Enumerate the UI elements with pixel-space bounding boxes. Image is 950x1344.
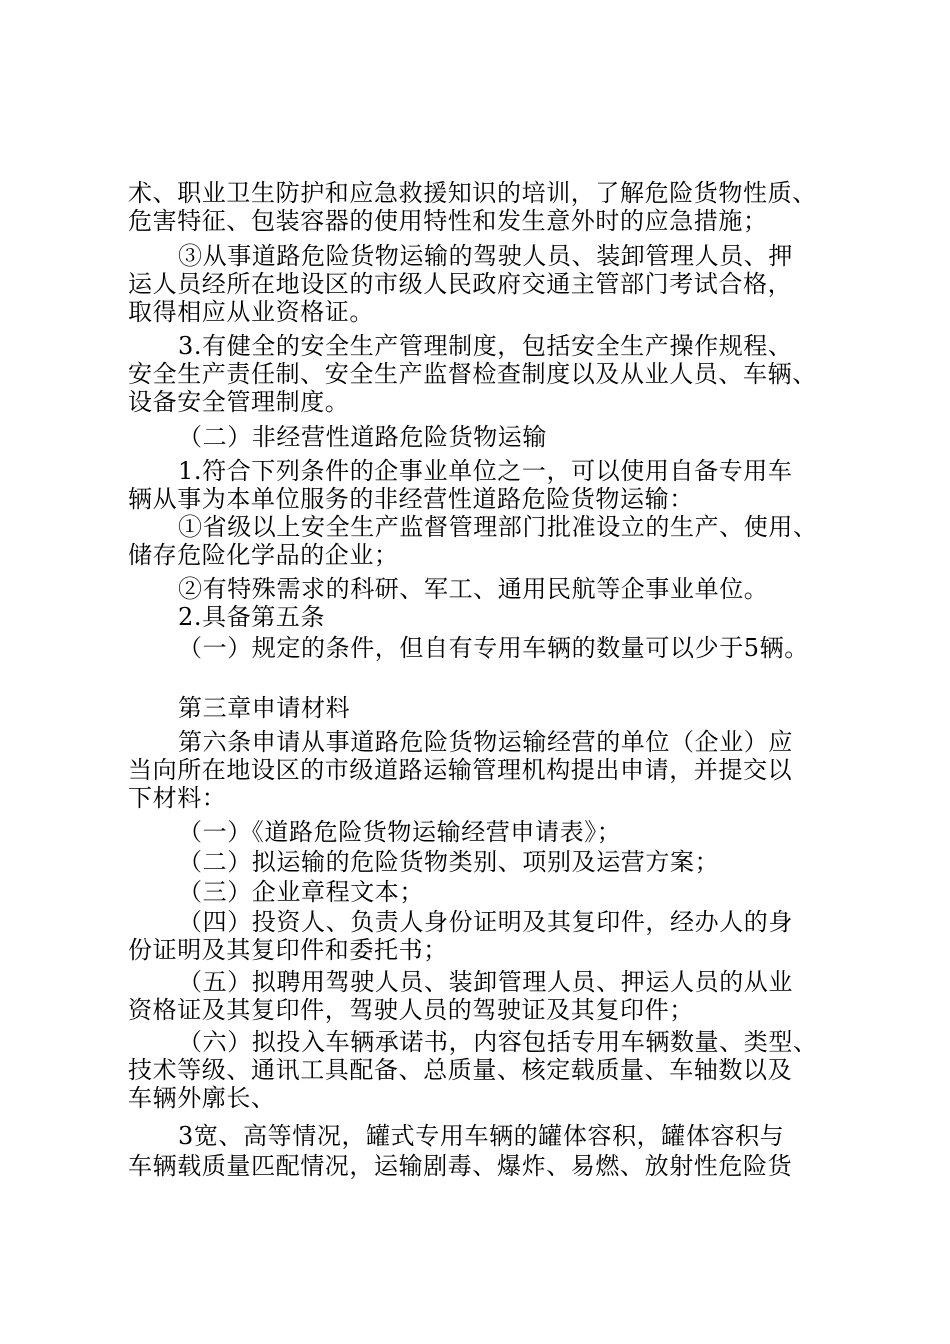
text-line: 3宽、高等情况，罐式专用车辆的罐体容积，罐体容积与 <box>178 1122 785 1150</box>
list-item: （三）企业章程文本； <box>178 878 424 906</box>
text-line: 第六条申请从事道路危险货物运输经营的单位（企业）应 <box>178 728 793 756</box>
list-item: （二）拟运输的危险货物类别、项别及运营方案； <box>178 848 720 876</box>
text-line: 3.有健全的安全生产管理制度，包括安全生产操作规程、 <box>178 332 793 360</box>
text-line: 辆从事为本单位服务的非经营性道路危险货物运输： <box>128 485 694 513</box>
text-line: 技术等级、通讯工具配备、总质量、核定载质量、车轴数以及 <box>128 1056 793 1084</box>
text-line: 取得相应从业资格证。 <box>128 298 374 326</box>
text-line: 资格证及其复印件，驾驶人员的驾驶证及其复印件； <box>128 996 694 1024</box>
text-line: 设备安全管理制度。 <box>128 388 350 416</box>
text-line: 车辆载质量匹配情况，运输剧毒、爆炸、易燃、放射性危险货 <box>128 1152 793 1180</box>
text-line: ③从事道路危险货物运输的驾驶人员、装卸管理人员、押 <box>178 242 793 270</box>
chapter-heading: 第三章申请材料 <box>178 694 351 722</box>
text-line: 危害特征、包装容器的使用特性和发生意外时的应急措施； <box>128 207 768 235</box>
list-item: （一）《道路危险货物运输经营申请表》； <box>178 818 622 846</box>
section-heading: （二）非经营性道路危险货物运输 <box>178 423 547 451</box>
text-line: （一）规定的条件，但自有专用车辆的数量可以少于5辆。 <box>178 634 809 662</box>
text-line: 储存危险化学品的企业； <box>128 541 399 569</box>
text-line: ②有特殊需求的科研、军工、通用民航等企事业单位。 <box>178 575 769 603</box>
text-line: 术、职业卫生防护和应急救援知识的培训，了解危险货物性质、 <box>128 179 817 207</box>
text-line: 运人员经所在地设区的市级人民政府交通主管部门考试合格， <box>128 270 793 298</box>
list-item: （六）拟投入车辆承诺书，内容包括专用车辆数量、类型、 <box>178 1028 818 1056</box>
text-line: 当向所在地设区的市级道路运输管理机构提出申请，并提交以 <box>128 756 793 784</box>
text-line: 安全生产责任制、安全生产监督检查制度以及从业人员、车辆、 <box>128 360 817 388</box>
text-line: ①省级以上安全生产监督管理部门批准设立的生产、使用、 <box>178 513 818 541</box>
list-item: （四）投资人、负责人身份证明及其复印件，经办人的身 <box>178 908 793 936</box>
text-line: 份证明及其复印件和委托书； <box>128 936 448 964</box>
text-line: 车辆外廓长、 <box>128 1084 276 1112</box>
text-line: 2.具备第五条 <box>178 603 326 631</box>
list-item: （五）拟聘用驾驶人员、装卸管理人员、押运人员的从业 <box>178 968 793 996</box>
text-line: 1.符合下列条件的企事业单位之一，可以使用自备专用车 <box>178 457 793 485</box>
text-line: 下材料： <box>128 784 227 812</box>
